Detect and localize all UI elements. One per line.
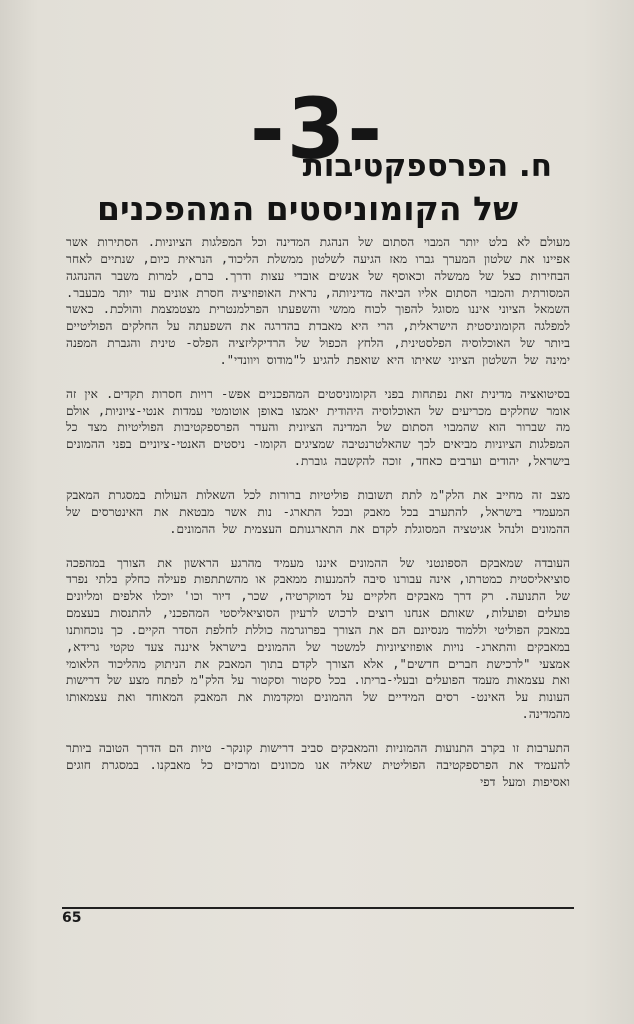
chapter-title-line1: ח. הפרספקטיבות	[302, 148, 552, 184]
paragraph: מצב זה מחייב את הלק"מ לתת תשובות פוליטיות ברורות לכל השאלות העולות במסגרת המאבק המעמדי בישראל, להתערב בכל מאבק ובכל התארג- נות אשר מבטאת את האינטרסים של ההמונים ולנהל אגיטציה המסוגלת לקדם את התארגנותם העצמית של ההמונים.	[66, 487, 570, 536]
paragraph: התערבות זו בקרב התנועות ההמוניות והמאבקים סביב דרישות קונקר- טיות הם הדרך הטובה ביותר להעמיד את הפרספקטיבה הפוליטית שאליה אנו מכוונים ומרכזים כל מאבקנו. במסגרת חוגים ואסיפות ומעל דפי	[66, 740, 570, 789]
body-text	[66, 234, 570, 807]
paragraph: מעולם לא בלט יותר המבוי הסתום של הנהגת המדינה וכל המפלגות הציוניות. הסתירות אשר אפיינו את שלטון המערך גברו מאז הגיעה לשלטון ממשלת הליכוד, הנראית כיום, שנתיים לאחר הבחירות כצל של ממשלה וכאוסף של אנשים אובדי עצות ודרך. ברם, למרות משבר ההנהגה המסורתית והמבוי הסתום אליו הביאה מדיניותה, נראית האופוזיציה חסרת אונים עוד יותר מבעבר. השמאל הציוני איננו מסוגל להפוך לכוח ממשי והשפעתו הפרלמנטרית מצטמצמת והולכת. כאשר למפלגה הקומוניסטית הישראלית, הרי היא מאבדת בהדרגה את השפעתה על החלקים הפוליטיים ביותר של האוכלוסיה הפלסטינית, הלחץ הכפול של הרדיקליזציה הפלס- טינית והגברת המפנה ימינה של השלטון הציוני שאיתו היא שואפת להגיע ל"מודוס ויוונדי".	[66, 235, 570, 367]
page-number: 65	[62, 910, 82, 926]
chapter-title-line2: של הקומוניסטים המהפכנים	[97, 189, 518, 228]
paragraph: בסיטואציה מדינית זאת נפתחות בפני הקומוניסטים המהפכניים אפש- רויות חסרות תקדים. אין זה אומר שחלקים מכריעים של האוכלוסיה היהודית יאמצו באופן אוטומטי עמדות אנטי-ציוניות, אולם מה שברור הוא שהמבוי הסתום של המדינה הציונית והעדר הפרספקטיבות הפוליטיות מצד כל המפלגות הציוניות מביאים לכך שהאלטרנטיבה שמציגים הקומו- ניסטים האנטי-ציוניים בפני ההמונים בישראל, יהודים וערבים כאחד, זוכה להקשבה גוברת.	[66, 386, 570, 469]
chapter-number: -3-	[249, 80, 385, 178]
footer-rule	[62, 907, 574, 909]
paragraph: העובדה שמאבקם הספונטני של ההמונים איננו מעמיד מהרגע הראשון את הצורך במהפכה סוציאליסטית כמטרתו, אינה עבורנו סיבה להמנעות ממאבק או מהשתתפות פעילה כחלק בלתי נפרד של התנועה. רק דרך מאבקים חלקיים על דמוקרטיה, שכר, דיור וכו' יוכלו אלפים ומליונים פועלים ופועלות, שאותם אנחנו רוצים לרכוש לרעיון הסוציאליסטי המהפכני, להתנסות בעצמם במאבק הפוליטי וללמוד מנסיונם הם את הצורך בפרוגרמה כוללת לחלפת הסדר הקיים. כך נוכחותנו במאבקים והתארג- נויות אופוזיציוניות למשטר של ההמונים בישראל איננה צעד טקטי גרידא, אמצעי "לרכישת חברים חדשים", אלא הצורך לקדם בתוך המאבק את הניתוק מהליכוד הלאומי ואת עצמאות מעמד הפועלים ובעלי-בריתו. בכל סקטור וסקטור על הלק"מ לפתח מצע של דרישות העונות על האינט- רסים המידיים של ההמונים ומקדמות את המאבק המאוחד ואת עצמאותו מהמדינה.	[66, 555, 570, 722]
